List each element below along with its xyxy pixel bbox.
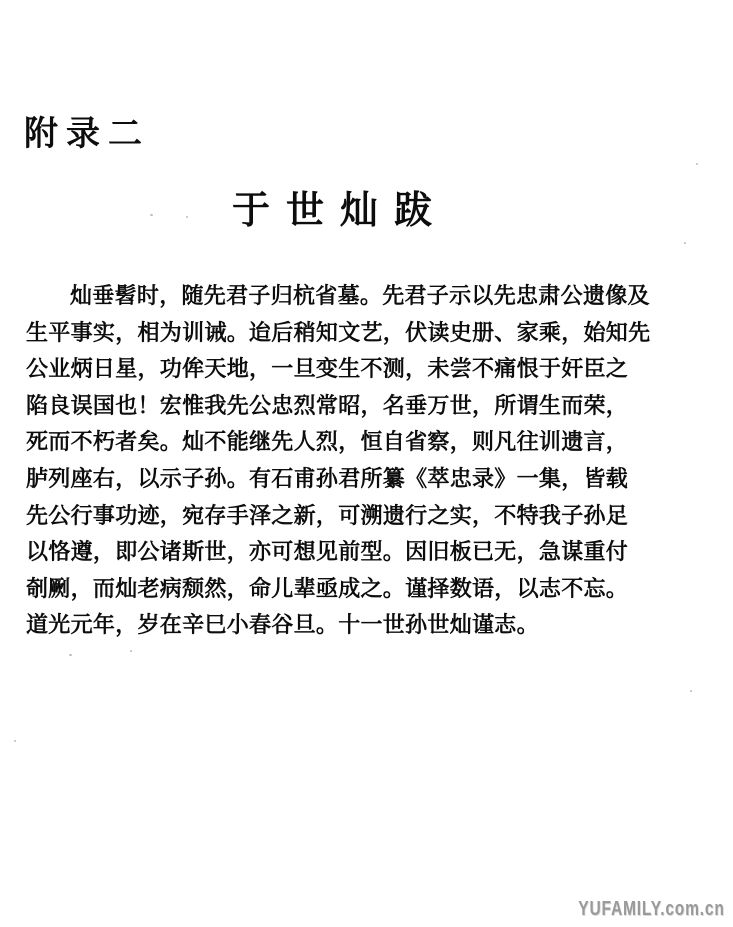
scan-speck: [69, 654, 72, 656]
scan-speck: [14, 740, 16, 742]
text-line: 剞劂，而灿老病颓然，命儿辈亟成之。谨择数语，以志不忘。: [26, 575, 629, 602]
text-line: 先公行事功迹，宛存手泽之新，可溯遗行之实，不特我子孙足: [26, 502, 629, 529]
section-heading: 附录二: [24, 114, 150, 154]
text-line: 陷良误国也！宏惟我先公忠烈常昭，名垂万世，所谓生而荣，: [26, 392, 629, 419]
text-line: 以恪遵，即公诸斯世，亦可想见前型。因旧板已无，急谋重付: [26, 539, 629, 566]
text-line: 道光元年，岁在辛巳小春谷旦。十一世孙世灿谨志。: [26, 612, 539, 639]
text-line: 灿垂髫时，随先君子归杭省墓。先君子示以先忠肃公遗像及: [70, 283, 650, 309]
body-text: [26, 281, 651, 647]
text-line: 胪列座右，以示子孙。有石甫孙君所纂《萃忠录》一集，皆载: [26, 465, 629, 492]
scan-speck: [696, 163, 698, 165]
site-watermark: YUFAMILY.com.cn: [578, 898, 725, 920]
scan-speck: [130, 650, 132, 652]
text-line: 公业炳日星，功侔天地，一旦变生不测，未尝不痛恨于奸臣之: [26, 356, 629, 383]
scan-speck: [150, 214, 153, 216]
scan-speck: [690, 690, 692, 692]
scan-speck: [684, 242, 686, 244]
scan-speck: [186, 216, 188, 218]
text-line: 死而不朽者矣。灿不能继先人烈，恒自省察，则凡往训遗言，: [26, 429, 629, 456]
document-title: 于世灿跋: [232, 187, 449, 232]
text-line: 生平事实，相为训诫。迨后稍知文艺，伏读史册、家乘，始知先: [26, 319, 651, 346]
